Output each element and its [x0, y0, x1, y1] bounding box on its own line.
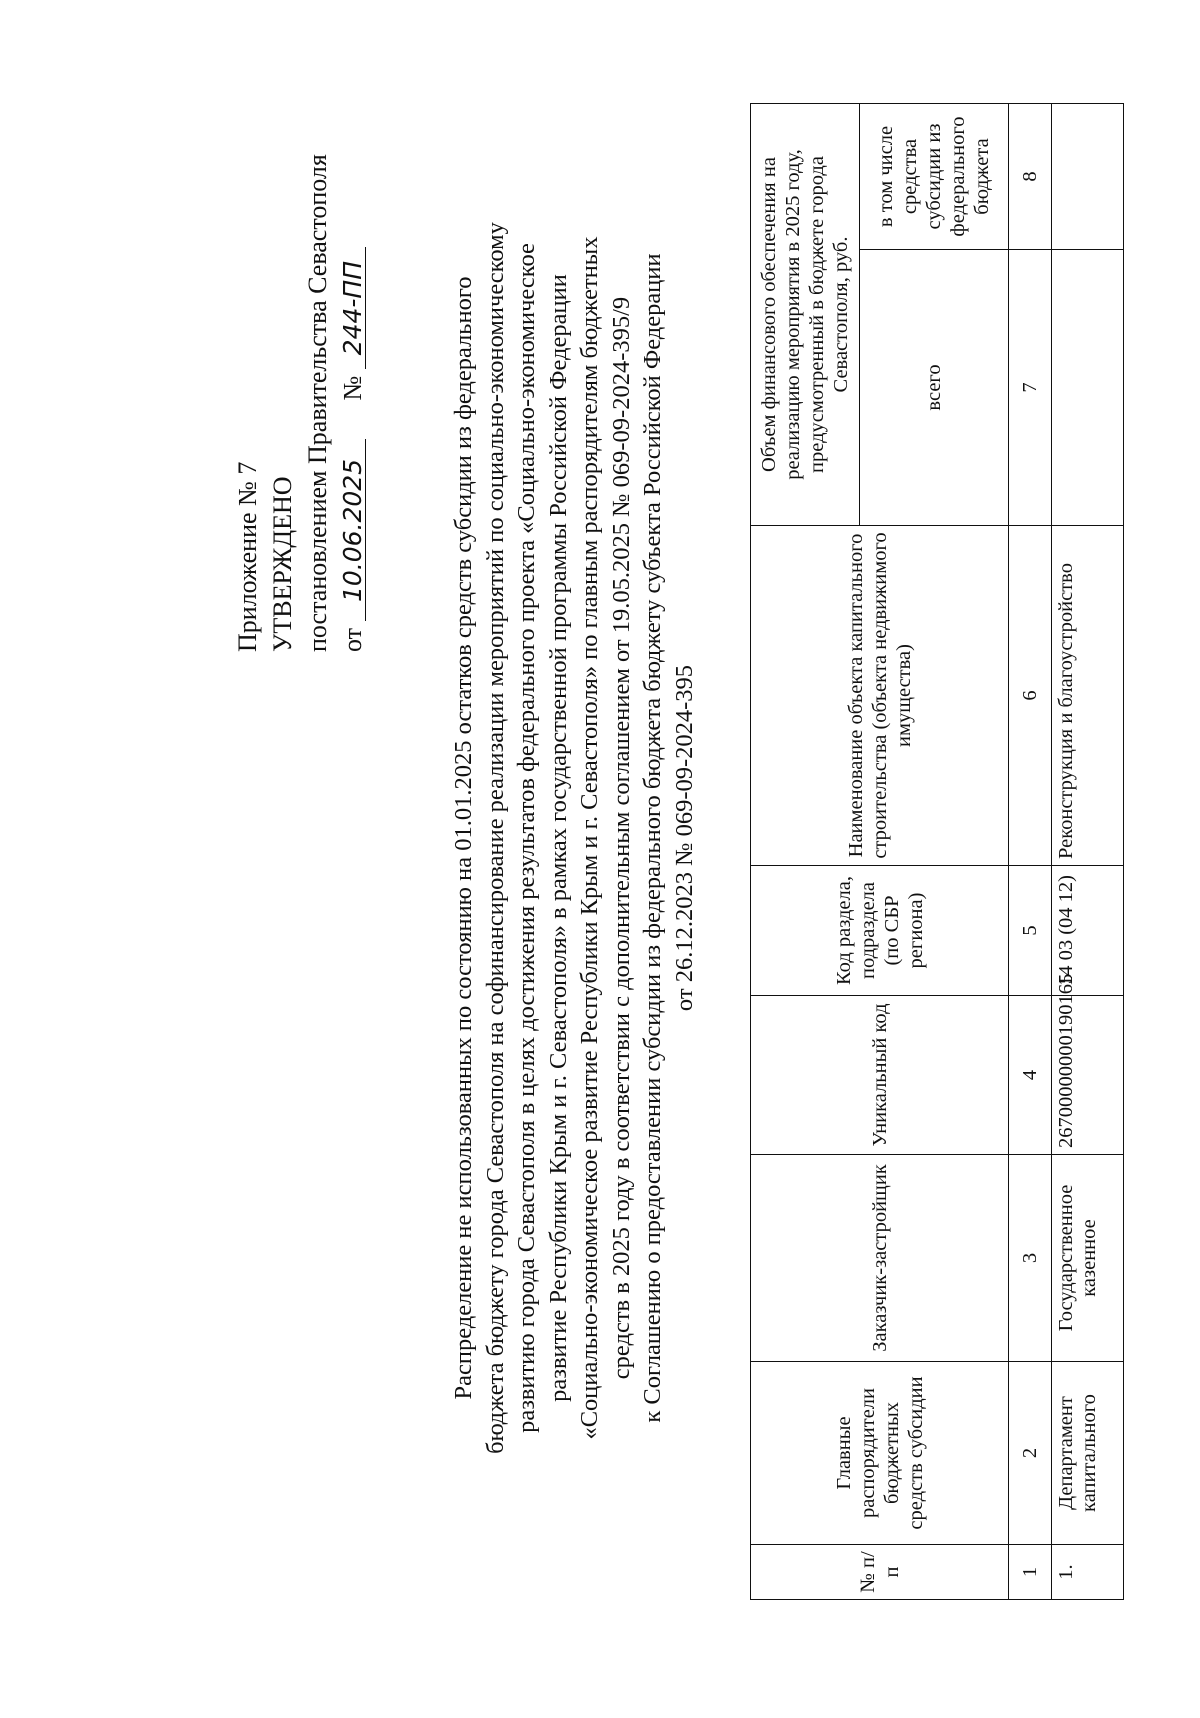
header-number: № п/п [751, 1545, 1009, 1600]
annex-number: Приложение № 7 [233, 461, 262, 652]
header-customer: Заказчик-застройщик [751, 1155, 1009, 1362]
row-object-name: Реконструкция и благоустройство [1052, 526, 1124, 866]
handwritten-date: 10.06.2025 [341, 439, 366, 621]
table-header-row [751, 104, 860, 1600]
column-number: 2 [1009, 1362, 1052, 1545]
header-distributors: Главные распорядители бюджетных средств субсидии [751, 1362, 1009, 1545]
row-total [1052, 250, 1124, 526]
column-number: 1 [1009, 1545, 1052, 1600]
title-line: к Соглашению о предоставлении субсидии из федерального бюджета бюджету субъекта Российской Федерации [639, 253, 666, 1423]
date-prefix: от [338, 627, 367, 652]
table-row [1052, 104, 1124, 1600]
resolution-date-line [335, 92, 370, 652]
column-number: 8 [1009, 104, 1052, 250]
row-number: 1. [1052, 1545, 1124, 1600]
title-line: от 26.12.2023 № 069-09-2024-395 [670, 664, 698, 1012]
column-number: 3 [1009, 1155, 1052, 1362]
header-total: всего [860, 250, 1009, 526]
approved-label: УТВЕРЖДЕНО [268, 476, 297, 652]
column-number-row [1009, 104, 1052, 1600]
title-line: Распределение не использованных по состоянию на 01.01.2025 остатков средств субсидии из федерального [450, 276, 477, 1400]
row-unique-code: 26700000000190165 [1052, 996, 1124, 1155]
title-line: средств в 2025 году в соответствии с дополнительным соглашением от 19.05.2025 № 069-09-2024-395/9 [607, 296, 635, 1380]
title-line: развитие Республики Крым и г. Севастополя» в рамках государственной программы Российской Федерации [544, 274, 572, 1402]
header-funding-volume: Объем финансового обеспечения на реализацию мероприятия в 2025 году, предусмотренный в бюджете города Севастополя, руб. [751, 104, 860, 526]
column-number: 7 [1009, 250, 1052, 526]
header-object-name: Наименование объекта капитального строительства (объекта недвижимого имущества) [751, 526, 1009, 866]
number-prefix: № [338, 375, 367, 401]
row-federal-share [1052, 104, 1124, 250]
row-distributor: Департамент капитального [1052, 1362, 1124, 1545]
header-federal-share: в том числе средства субсидии из федерального бюджета [860, 104, 1009, 250]
distribution-table [750, 103, 1124, 1600]
title-line: «Социально-экономическое развитие Республики Крым и г. Севастополя» по главным распорядителям бюджетных [576, 236, 603, 1440]
approval-block [230, 92, 370, 652]
title-line: бюджета бюджету города Севастополя на софинансирование реализации мероприятий по социально-экономическому [481, 222, 509, 1454]
column-number: 6 [1009, 526, 1052, 866]
document-title [448, 138, 700, 1538]
header-unique-code: Уникальный код [751, 996, 1009, 1155]
row-customer: Государственное казенное [1052, 1155, 1124, 1362]
header-section-code: Код раздела, подраздела (по СБР региона) [751, 866, 1009, 996]
row-section-code: 14 03 (04 12) [1052, 866, 1124, 996]
resolution-label: постановлением Правительства Севастополя [303, 154, 332, 652]
column-number: 5 [1009, 866, 1052, 996]
column-number: 4 [1009, 996, 1052, 1155]
handwritten-number: 244-ПП [341, 247, 366, 369]
title-line: развитию города Севастополя в целях достижения результатов федерального проекта «Социально-экономическое [513, 243, 540, 1433]
